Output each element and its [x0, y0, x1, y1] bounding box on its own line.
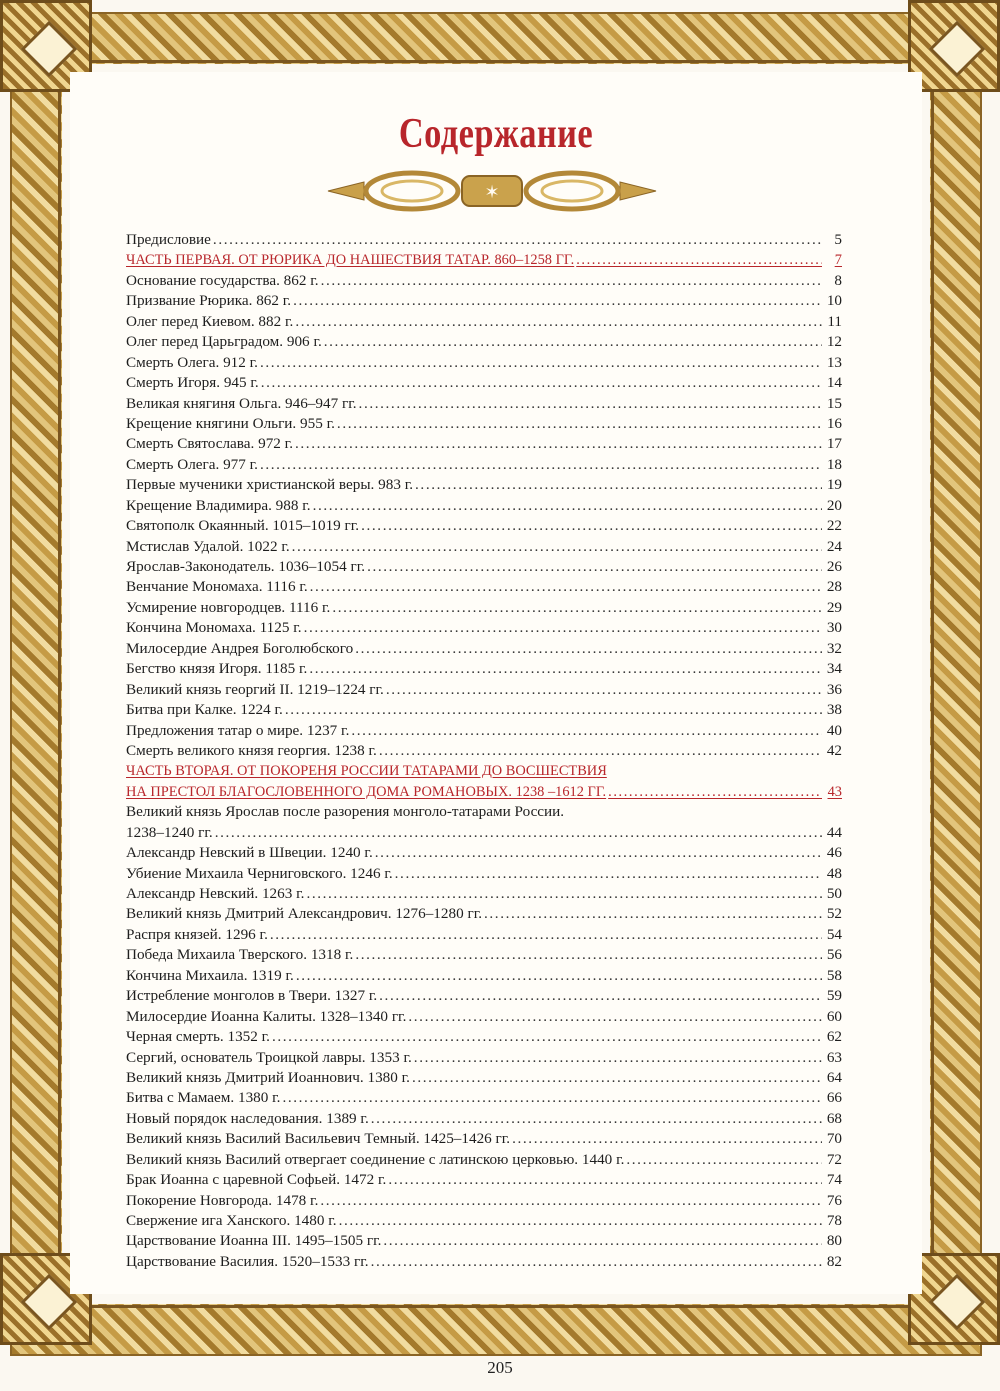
toc-entry[interactable]	[126, 394, 842, 414]
toc-entry[interactable]	[126, 659, 842, 679]
toc-entry[interactable]	[126, 230, 842, 250]
toc-entry-title: Ярослав-Законодатель. 1036–1054 гг.	[126, 558, 366, 575]
toc-entry[interactable]	[126, 618, 842, 638]
toc-leader-dots	[295, 434, 822, 454]
toc-entry[interactable]	[126, 414, 842, 434]
page-title: Содержание	[398, 111, 594, 157]
toc-entry-title: Крещение Владимира. 988 г.	[126, 496, 311, 514]
toc-leader-dots	[270, 925, 822, 945]
toc-entry-title: Усмирение новгородцев. 1116 г.	[126, 598, 331, 616]
toc-entry-page: 24	[826, 537, 842, 555]
toc-entry[interactable]	[126, 864, 842, 884]
toc-entry-page: 50	[826, 885, 842, 902]
toc-leader-dots	[355, 945, 822, 965]
toc-entry[interactable]	[126, 1170, 842, 1190]
toc-leader-dots	[412, 1068, 822, 1088]
toc-entry-page: 70	[826, 1130, 842, 1148]
toc-entry-page: 42	[826, 741, 842, 759]
toc-entry-page: 60	[826, 1007, 842, 1025]
toc-leader-dots	[375, 843, 822, 863]
toc-entry-title: Предисловие	[126, 231, 211, 248]
toc-entry[interactable]	[126, 802, 842, 822]
toc-entry[interactable]	[126, 291, 842, 311]
toc-entry-page: 82	[826, 1252, 842, 1270]
toc-entry-title: Царствование Иоанна III. 1495–1505 гг.	[126, 1232, 382, 1250]
toc-entry[interactable]	[126, 1027, 842, 1047]
toc-leader-dots	[213, 230, 822, 250]
toc-entry-title: Сергий, основатель Троицкой лавры. 1353 г.	[126, 1048, 412, 1066]
toc-entry[interactable]	[126, 1129, 842, 1149]
toc-leader-dots	[339, 1211, 822, 1231]
toc-entry-page: 20	[826, 496, 842, 514]
toc-entry[interactable]	[126, 434, 842, 454]
toc-entry-page: 40	[826, 721, 842, 739]
toc-entry-title: Свержение ига Ханского. 1480 г.	[126, 1212, 337, 1229]
toc-entry-title: Великий князь Ярослав после разорения монголо-татарами России.	[126, 803, 565, 821]
toc-entry[interactable]	[126, 1088, 842, 1108]
toc-entry[interactable]	[126, 721, 842, 741]
toc-entry[interactable]	[126, 680, 842, 700]
toc-entry-title: Милосердие Андрея Боголюбского	[126, 639, 354, 657]
toc-leader-dots	[626, 1150, 822, 1170]
toc-leader-dots	[309, 659, 822, 679]
table-of-contents	[126, 230, 842, 1272]
toc-entry[interactable]	[126, 945, 842, 965]
toc-leader-dots	[215, 823, 822, 843]
toc-entry-page: 15	[826, 394, 842, 412]
toc-entry[interactable]	[126, 843, 842, 863]
toc-entry-page: 72	[826, 1150, 842, 1168]
toc-entry-title: Александр Невский. 1263 г.	[126, 885, 305, 902]
toc-leader-dots	[310, 577, 822, 597]
toc-entry-page: 8	[834, 271, 842, 289]
toc-leader-dots	[383, 1231, 822, 1251]
toc-part-heading[interactable]	[126, 250, 842, 270]
toc-entry-title: Бегство князя Игоря. 1185 г.	[126, 660, 308, 678]
toc-entry-title: Новый порядок наследования. 1389 г.	[126, 1109, 369, 1127]
toc-entry-title: Призвание Рюрика. 862 г.	[126, 292, 292, 310]
toc-entry[interactable]	[126, 1007, 842, 1027]
toc-leader-dots	[371, 1252, 822, 1272]
toc-entry[interactable]	[126, 1048, 842, 1068]
toc-entry-title: ЧАСТЬ ПЕРВАЯ. ОТ РЮРИКА ДО НАШЕСТВИЯ ТАТАР. 860–1258 ГГ.	[126, 252, 575, 269]
toc-entry-title: Первые мученики христианской веры. 983 г.	[126, 476, 414, 494]
toc-leader-dots	[337, 414, 822, 434]
toc-leader-dots	[379, 741, 822, 761]
toc-entry[interactable]	[126, 373, 842, 393]
toc-entry-title: Смерть Олега. 977 г.	[126, 455, 258, 473]
toc-entry-page: 56	[826, 946, 842, 964]
toc-leader-dots	[304, 618, 822, 638]
toc-entry[interactable]	[126, 1252, 842, 1272]
toc-entry-title: Великий князь Дмитрий Александрович. 1276–1280 гг.	[126, 905, 483, 923]
toc-entry[interactable]	[126, 741, 842, 761]
toc-entry-page: 52	[826, 905, 842, 923]
toc-entry-title: Основание государства. 862 г.	[126, 271, 319, 289]
svg-text:✶: ✶	[484, 182, 500, 203]
toc-entry-page: 76	[826, 1191, 842, 1209]
toc-entry-page: 64	[826, 1068, 842, 1086]
toc-leader-dots	[313, 496, 822, 516]
toc-part-heading[interactable]	[126, 761, 842, 781]
toc-entry[interactable]	[126, 475, 842, 495]
toc-leader-dots	[512, 1129, 822, 1149]
toc-leader-dots	[408, 1007, 822, 1027]
toc-leader-dots	[388, 1170, 822, 1190]
toc-leader-dots	[292, 537, 822, 557]
toc-entry-page: 32	[826, 639, 842, 657]
toc-entry-title: Олег перед Киевом. 882 г.	[126, 312, 294, 330]
toc-entry-page: 46	[826, 844, 842, 862]
toc-entry-page: 44	[826, 823, 842, 841]
toc-entry[interactable]	[126, 312, 842, 332]
toc-entry-page: 18	[826, 455, 842, 473]
toc-entry-title: Великая княгиня Ольга. 946–947 гг.	[126, 394, 357, 412]
toc-entry-title: Крещение княгини Ольги. 955 г.	[126, 414, 335, 432]
toc-leader-dots	[285, 700, 822, 720]
toc-entry-title: Черная смерть. 1352 г.	[126, 1028, 270, 1046]
toc-entry[interactable]	[126, 557, 842, 577]
toc-leader-dots	[371, 1109, 822, 1129]
toc-entry-page: 14	[826, 374, 842, 392]
title-ornament-icon	[324, 168, 660, 214]
toc-entry-title: Великий князь Василий Васильевич Темный. 1425–1426 гг.	[126, 1130, 511, 1148]
toc-entry-page: 58	[826, 966, 842, 984]
toc-entry-page: 28	[826, 578, 842, 596]
toc-entry-page: 29	[826, 598, 842, 616]
toc-leader-dots	[260, 455, 822, 475]
toc-entry-title: Великий князь георгий II. 1219–1224 гг.	[126, 680, 384, 698]
toc-entry[interactable]	[126, 537, 842, 557]
toc-entry-title: Предложения татар о мире. 1237 г.	[126, 721, 350, 739]
toc-entry-title: Убиение Михаила Черниговского. 1246 г.	[126, 864, 393, 882]
toc-leader-dots	[295, 312, 822, 332]
toc-entry-title: Царствование Василия. 1520–1533 гг.	[126, 1252, 369, 1270]
toc-leader-dots	[296, 966, 822, 986]
toc-entry-title: НА ПРЕСТОЛ БЛАГОСЛОВЕННОГО ДОМА РОМАНОВЫХ. 1238 –1612 ГГ.	[126, 783, 607, 800]
toc-leader-dots	[306, 884, 822, 904]
toc-entry-title: Святополк Окаянный. 1015–1019 гг.	[126, 517, 360, 535]
toc-entry-page: 10	[826, 292, 842, 310]
toc-entry-title: Покорение Новгорода. 1478 г.	[126, 1191, 319, 1209]
toc-entry-title: ЧАСТЬ ВТОРАЯ. ОТ ПОКОРЕНЯ РОССИИ ТАТАРАМИ ДО ВОСШЕСТВИЯ	[126, 763, 607, 780]
toc-leader-dots	[484, 904, 822, 924]
toc-leader-dots	[320, 1191, 822, 1211]
toc-entry-page: 74	[826, 1171, 842, 1189]
toc-leader-dots	[324, 332, 822, 352]
toc-leader-dots	[332, 598, 822, 618]
toc-leader-dots	[282, 1088, 822, 1108]
toc-entry-page: 17	[826, 435, 842, 453]
toc-entry-page: 7	[834, 252, 842, 269]
toc-entry[interactable]	[126, 496, 842, 516]
toc-entry-page: 22	[826, 517, 842, 535]
toc-entry-title: Битва с Мамаем. 1380 г.	[126, 1089, 281, 1107]
toc-entry[interactable]	[126, 1211, 842, 1231]
toc-entry-page: 78	[826, 1212, 842, 1229]
toc-entry[interactable]	[126, 332, 842, 352]
toc-entry-title: 1238–1240 гг.	[126, 823, 213, 841]
toc-entry[interactable]	[126, 1068, 842, 1088]
toc-entry-page: 66	[826, 1089, 842, 1107]
toc-entry[interactable]	[126, 639, 842, 659]
toc-leader-dots	[261, 373, 822, 393]
toc-entry-page: 38	[826, 701, 842, 719]
toc-entry[interactable]	[126, 884, 842, 904]
page-content	[70, 72, 922, 1294]
toc-entry-page: 63	[826, 1048, 842, 1066]
toc-entry[interactable]	[126, 516, 842, 536]
toc-leader-dots	[361, 516, 822, 536]
toc-leader-dots	[321, 271, 822, 291]
toc-entry-page: 36	[826, 680, 842, 698]
toc-entry-page: 62	[826, 1028, 842, 1046]
toc-leader-dots	[260, 353, 822, 373]
toc-entry-title: Распря князей. 1296 г.	[126, 925, 268, 943]
toc-entry[interactable]	[126, 966, 842, 986]
toc-entry[interactable]	[126, 455, 842, 475]
toc-leader-dots	[272, 1027, 822, 1047]
toc-leader-dots	[414, 1048, 822, 1068]
toc-entry[interactable]	[126, 823, 842, 843]
toc-leader-dots	[395, 864, 822, 884]
toc-entry-page: 48	[826, 864, 842, 882]
toc-entry[interactable]	[126, 353, 842, 373]
toc-entry-title: Истребление монголов в Твери. 1327 г.	[126, 987, 378, 1005]
toc-entry-page: 59	[826, 987, 842, 1005]
toc-entry[interactable]	[126, 904, 842, 924]
toc-entry-page: 26	[826, 558, 842, 575]
toc-entry-page: 34	[826, 660, 842, 678]
toc-entry-title: Кончина Мономаха. 1125 г.	[126, 619, 302, 637]
toc-leader-dots	[386, 680, 822, 700]
toc-entry[interactable]	[126, 1109, 842, 1129]
toc-leader-dots	[355, 639, 822, 659]
page-number: 205	[487, 1358, 513, 1377]
toc-entry-title: Смерть Святослава. 972 г.	[126, 435, 293, 453]
toc-entry[interactable]	[126, 700, 842, 720]
toc-entry-title: Смерть великого князя георгия. 1238 г.	[126, 741, 377, 759]
toc-entry-page: 5	[834, 231, 842, 248]
toc-entry-page: 19	[826, 476, 842, 494]
toc-leader-dots	[359, 394, 822, 414]
toc-entry-page: 68	[826, 1109, 842, 1127]
toc-entry-title: Кончина Михаила. 1319 г.	[126, 966, 294, 984]
toc-leader-dots	[367, 557, 822, 577]
toc-entry-title: Победа Михаила Тверского. 1318 г.	[126, 946, 354, 964]
toc-entry[interactable]	[126, 598, 842, 618]
toc-entry[interactable]	[126, 986, 842, 1006]
toc-entry-title: Милосердие Иоанна Калиты. 1328–1340 гг.	[126, 1007, 407, 1025]
toc-entry-page: 11	[827, 312, 842, 330]
toc-leader-dots	[293, 291, 822, 311]
toc-entry-page: 80	[826, 1232, 842, 1250]
toc-leader-dots	[351, 721, 822, 741]
toc-leader-dots	[415, 475, 822, 495]
toc-entry-title: Венчание Мономаха. 1116 г.	[126, 578, 308, 596]
toc-entry[interactable]	[126, 1231, 842, 1251]
toc-entry-title: Великий князь Дмитрий Иоаннович. 1380 г.	[126, 1068, 410, 1086]
toc-entry-title: Олег перед Царьградом. 906 г.	[126, 333, 322, 351]
toc-entry-title: Смерть Олега. 912 г.	[126, 353, 258, 371]
toc-entry-title: Мстислав Удалой. 1022 г.	[126, 537, 290, 555]
toc-entry[interactable]	[126, 271, 842, 291]
toc-entry-title: Брак Иоанна с царевной Софьей. 1472 г.	[126, 1171, 387, 1189]
toc-entry-title: Великий князь Василий отвергает соединение с латинскою церковью. 1440 г.	[126, 1150, 625, 1168]
toc-leader-dots	[379, 986, 822, 1006]
toc-entry-page: 54	[826, 925, 842, 943]
toc-entry-title: Смерть Игоря. 945 г.	[126, 374, 259, 392]
toc-entry-page: 16	[826, 414, 842, 432]
toc-leader-dots	[608, 782, 822, 802]
toc-entry-title: Битва при Калке. 1224 г.	[126, 701, 283, 719]
toc-entry-page: 43	[827, 783, 842, 800]
toc-entry[interactable]	[126, 577, 842, 597]
toc-entry-page: 30	[826, 619, 842, 637]
toc-entry-page: 12	[826, 333, 842, 351]
toc-entry[interactable]	[126, 1150, 842, 1170]
toc-entry-page: 13	[826, 353, 842, 371]
toc-entry[interactable]	[126, 1191, 842, 1211]
toc-entry-title: Александр Невский в Швеции. 1240 г.	[126, 844, 373, 862]
toc-entry[interactable]	[126, 925, 842, 945]
toc-leader-dots	[576, 250, 822, 270]
toc-part-heading[interactable]	[126, 782, 842, 802]
